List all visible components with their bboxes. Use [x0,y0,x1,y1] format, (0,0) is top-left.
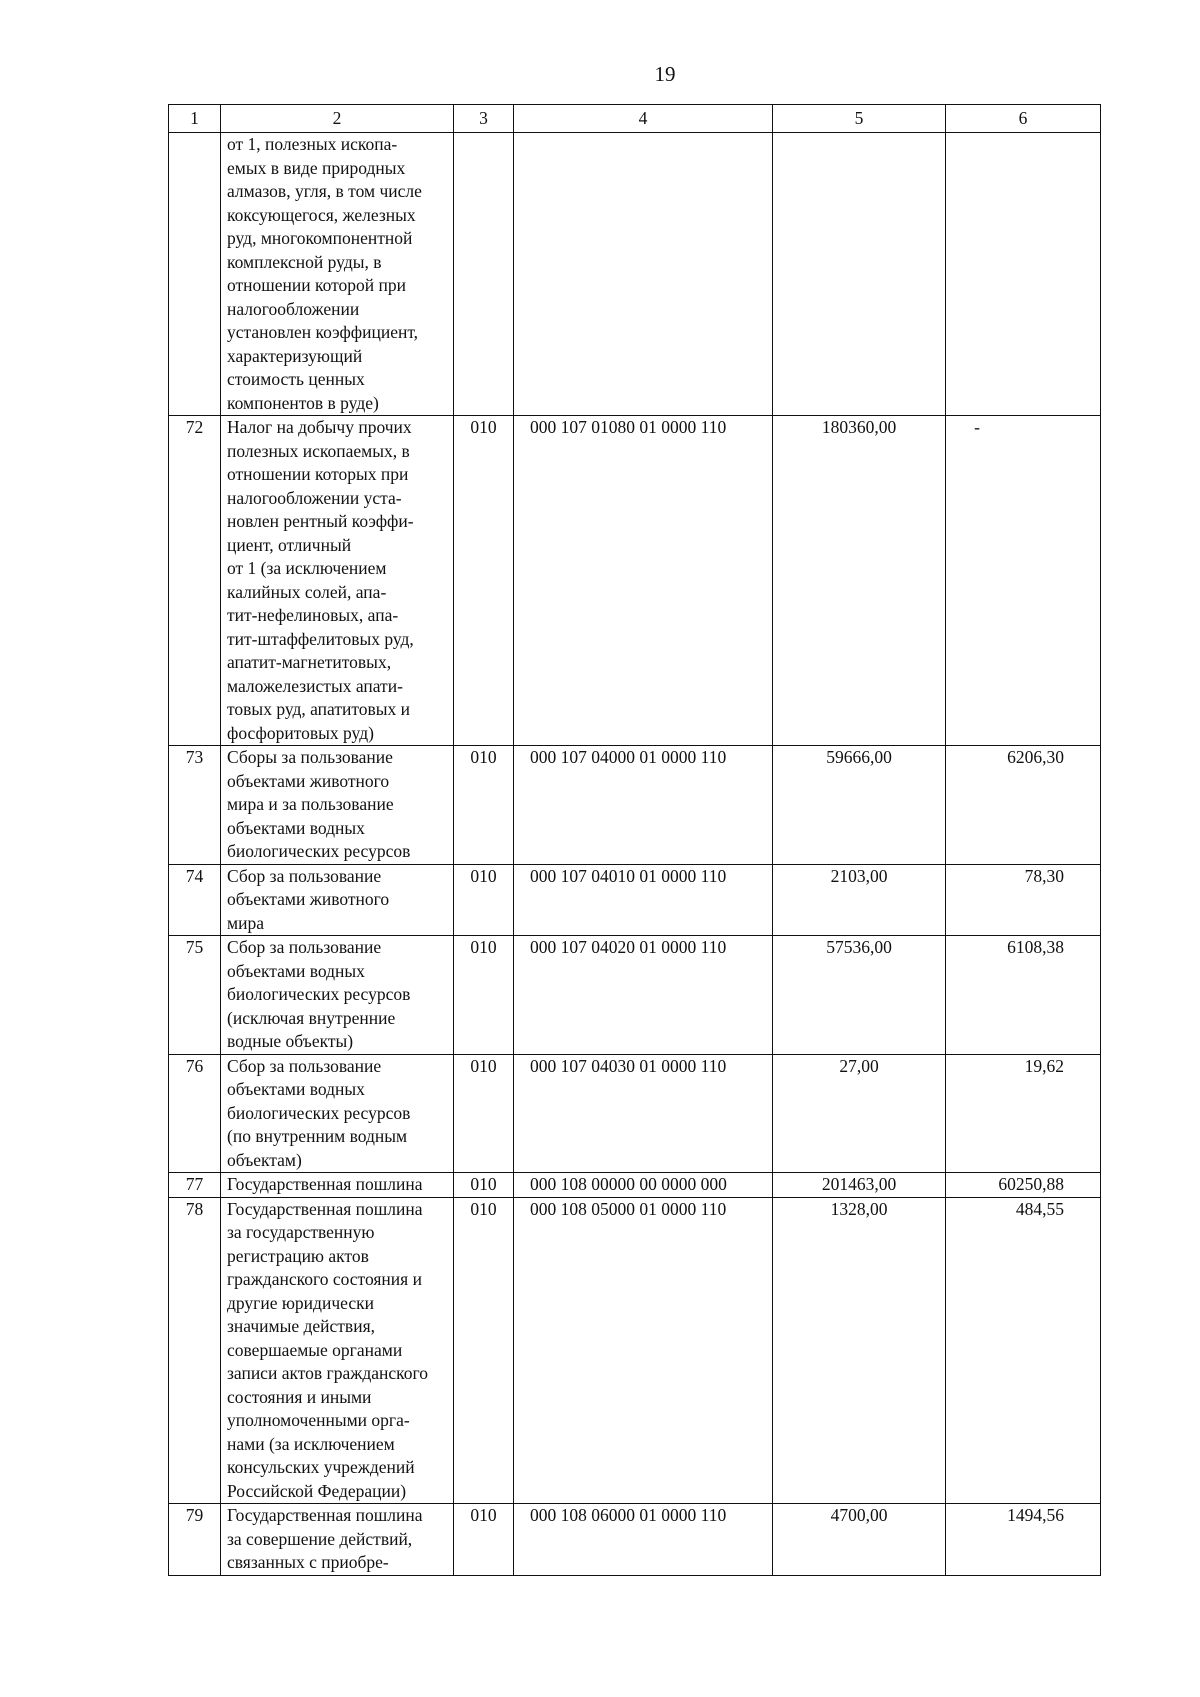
row-description: Налог на добычу прочих полезных ископаемых, в отношении которых при налогообложении уста- новлен рентный коэффи- циент, отличный от 1 (за исключением калийных солей, апа- тит-нефелиновых, апа- тит-штаффелитовых руд, апатит-магнетитовых, маложелезистых апати- товых руд, апатитовых и фосфоритовых руд) [221,416,454,746]
column-header-5: 5 [773,105,946,133]
row-number: 78 [169,1197,221,1504]
row-budget-code: 000 107 04020 01 0000 110 [514,936,773,1055]
row-actual-amount: 6206,30 [946,746,1101,865]
column-header-1: 1 [169,105,221,133]
table-row [169,936,1101,1055]
row-description: Государственная пошлина за совершение действий, связанных с приобре- [221,1504,454,1576]
table-row [169,1197,1101,1504]
row-admin-code [454,133,514,416]
row-plan-amount: 201463,00 [773,1173,946,1198]
row-number: 77 [169,1173,221,1198]
row-plan-amount: 27,00 [773,1054,946,1173]
row-admin-code: 010 [454,1197,514,1504]
row-number: 75 [169,936,221,1055]
table-row [169,1504,1101,1576]
table-row [169,1173,1101,1198]
row-number: 79 [169,1504,221,1576]
row-budget-code: 000 107 01080 01 0000 110 [514,416,773,746]
row-description: Сбор за пользование объектами водных биологических ресурсов (исключая внутренние водные объекты) [221,936,454,1055]
row-actual-amount: 78,30 [946,864,1101,936]
row-description: Сбор за пользование объектами животного мира [221,864,454,936]
table-row [169,1054,1101,1173]
row-budget-code: 000 108 05000 01 0000 110 [514,1197,773,1504]
row-plan-amount: 1328,00 [773,1197,946,1504]
table-header-row [169,105,1101,133]
revenue-table [168,104,1101,1576]
row-number: 76 [169,1054,221,1173]
row-budget-code: 000 107 04010 01 0000 110 [514,864,773,936]
row-number: 73 [169,746,221,865]
row-description: Сбор за пользование объектами водных биологических ресурсов (по внутренним водным объектам) [221,1054,454,1173]
row-admin-code: 010 [454,936,514,1055]
row-plan-amount: 59666,00 [773,746,946,865]
table-row [169,864,1101,936]
row-budget-code: 000 107 04000 01 0000 110 [514,746,773,865]
row-actual-amount [946,133,1101,416]
row-budget-code [514,133,773,416]
row-admin-code: 010 [454,1054,514,1173]
row-actual-amount: - [946,416,1101,746]
row-admin-code: 010 [454,1173,514,1198]
row-budget-code: 000 108 06000 01 0000 110 [514,1504,773,1576]
row-number [169,133,221,416]
row-actual-amount: 484,55 [946,1197,1101,1504]
row-budget-code: 000 107 04030 01 0000 110 [514,1054,773,1173]
table-row [169,416,1101,746]
row-actual-amount: 19,62 [946,1054,1101,1173]
row-number: 72 [169,416,221,746]
row-plan-amount: 2103,00 [773,864,946,936]
row-admin-code: 010 [454,416,514,746]
row-actual-amount: 60250,88 [946,1173,1101,1198]
row-admin-code: 010 [454,746,514,865]
column-header-3: 3 [454,105,514,133]
row-plan-amount: 180360,00 [773,416,946,746]
table-row [169,133,1101,416]
row-plan-amount: 4700,00 [773,1504,946,1576]
column-header-4: 4 [514,105,773,133]
row-actual-amount: 6108,38 [946,936,1101,1055]
row-admin-code: 010 [454,864,514,936]
row-description: Сборы за пользование объектами животного мира и за пользование объектами водных биологических ресурсов [221,746,454,865]
row-number: 74 [169,864,221,936]
row-actual-amount: 1494,56 [946,1504,1101,1576]
column-header-2: 2 [221,105,454,133]
row-plan-amount [773,133,946,416]
row-description: Государственная пошлина [221,1173,454,1198]
row-description: Государственная пошлина за государственную регистрацию актов гражданского состояния и другие юридически значимые действия, совершаемые органами записи актов гражданского состояния и иными уполномоченными орга- нами (за исключением консульских учреждений Российской Федерации) [221,1197,454,1504]
row-plan-amount: 57536,00 [773,936,946,1055]
row-admin-code: 010 [454,1504,514,1576]
page-number: 19 [654,62,676,86]
row-description: от 1, полезных ископа- емых в виде природных алмазов, угля, в том числе коксующегося, железных руд, многокомпонентной комплексной руды, в отношении которой при налогообложении установлен коэффициент, характеризующий стоимость ценных компонентов в руде) [221,133,454,416]
table-row [169,746,1101,865]
row-budget-code: 000 108 00000 00 0000 000 [514,1173,773,1198]
column-header-6: 6 [946,105,1101,133]
